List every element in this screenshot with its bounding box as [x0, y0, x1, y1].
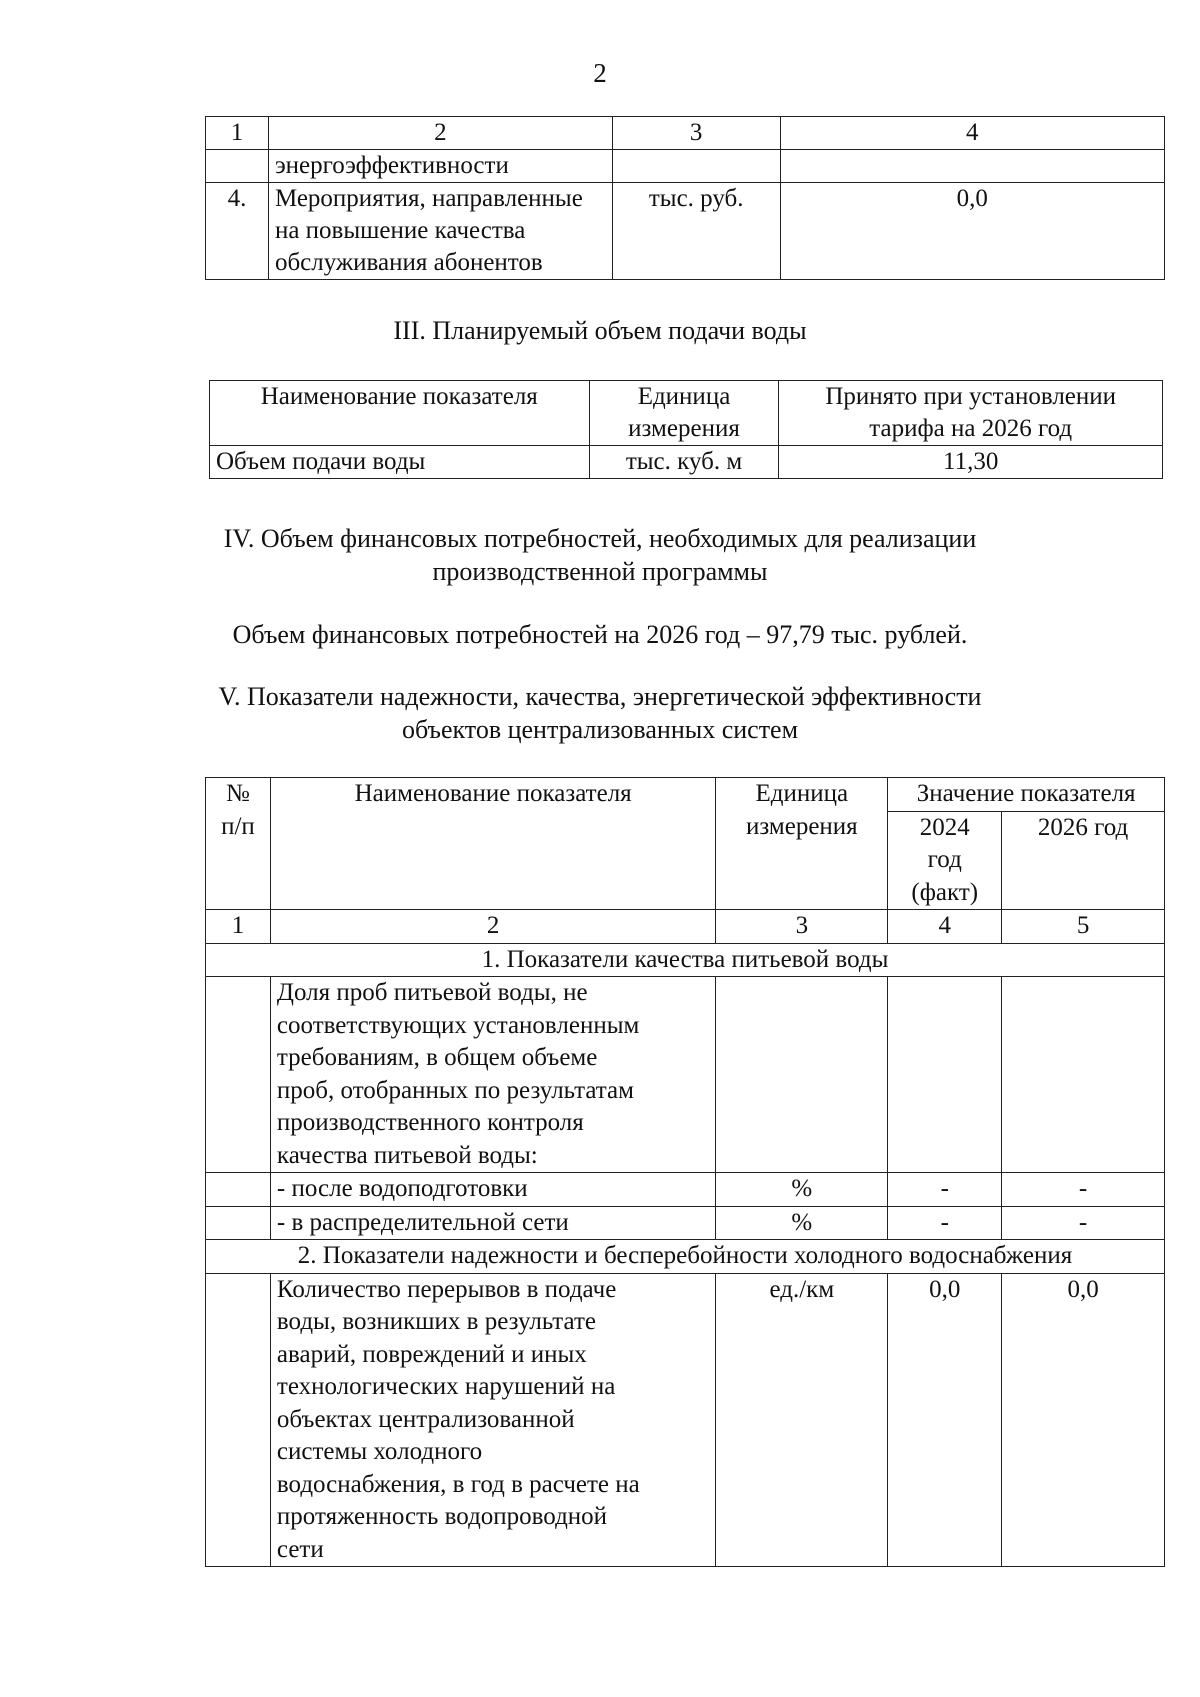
group-title-row: [206, 943, 1165, 977]
measures-table: [205, 116, 1165, 280]
section-4-title: [0, 522, 1200, 588]
row-value-2024: -: [888, 1206, 1002, 1240]
text-line: протяженность водопроводной: [276, 1503, 608, 1530]
water-volume-table: [209, 380, 1163, 479]
text-line: Количество перерывов в подаче: [276, 1275, 617, 1303]
indicators-table: [205, 777, 1165, 1567]
column-number-row: [206, 910, 1165, 944]
row-value-2026: -: [1002, 1206, 1165, 1240]
text-line: воды, возникших в результате: [276, 1308, 596, 1335]
section-3-title: III. Планируемый объем подачи воды: [393, 316, 807, 345]
text-line: V. Показатели надежности, качества, энергетической эффективности: [218, 682, 982, 711]
header-name: Наименование показателя: [210, 381, 590, 446]
table-header-row: [206, 117, 1165, 150]
row-unit: ед./км: [716, 1273, 888, 1567]
row-unit: тыс. руб.: [612, 183, 780, 280]
row-number: [206, 1173, 271, 1207]
col-number: 4: [888, 910, 1002, 944]
text-line: измерения: [746, 812, 858, 840]
group-title: 2. Показатели надежности и бесперебойности холодного водоснабжения: [206, 1240, 1165, 1274]
row-value-2024: 0,0: [888, 1273, 1002, 1567]
header-unit: [716, 778, 888, 910]
text-line: (факт): [911, 878, 979, 906]
header-cell: 1: [206, 117, 269, 150]
header-year-2026: 2026 год: [1002, 811, 1165, 910]
header-cell: 2: [268, 117, 612, 150]
text-line: сети: [276, 1535, 324, 1563]
header-accepted: [779, 381, 1163, 446]
text-line: требованиям, в общем объеме: [276, 1044, 598, 1071]
row-value-2024: -: [888, 1173, 1002, 1207]
row-number: [206, 1273, 271, 1567]
table-row: [206, 150, 1165, 183]
col-number: 1: [206, 910, 271, 944]
section-5-title: [0, 680, 1200, 746]
row-name: [268, 183, 612, 280]
col-number: 5: [1002, 910, 1165, 944]
text-line: проб, отобранных по результатам: [276, 1076, 634, 1104]
row-unit: [612, 150, 780, 183]
row-name: - в распределительной сети: [270, 1206, 715, 1240]
text-line: соответствующих установленным: [276, 1011, 640, 1039]
row-name: энергоэффективности: [268, 150, 612, 183]
row-number: [206, 1206, 271, 1240]
text-line: на повышение качества: [274, 217, 526, 244]
page-number: 2: [593, 58, 607, 88]
text-line: №: [226, 780, 250, 807]
text-line: качества питьевой воды:: [276, 1141, 538, 1169]
text-line: технологических нарушений на: [276, 1373, 616, 1400]
table-row: [210, 446, 1163, 479]
text-line: 2024: [919, 813, 970, 841]
row-unit: тыс. куб. м: [589, 446, 779, 479]
text-line: производственной программы: [432, 557, 768, 586]
row-value-2024: [888, 977, 1002, 1173]
text-line: IV. Объем финансовых потребностей, необходимых для реализации: [223, 524, 977, 553]
row-unit: [716, 977, 888, 1173]
row-value: [780, 150, 1164, 183]
table-row: [206, 1273, 1165, 1567]
table-header-row: [206, 778, 1165, 812]
text-line: п/п: [221, 812, 255, 840]
table-row: [206, 977, 1165, 1173]
row-value: 0,0: [780, 183, 1164, 280]
table-row: [206, 183, 1165, 280]
text-line: водоснабжения, в год в расчете на: [276, 1470, 640, 1498]
row-name: - после водоподготовки: [270, 1173, 715, 1207]
text-line: Единица: [637, 383, 731, 410]
text-line: Единица: [755, 780, 849, 807]
header-num: [206, 778, 271, 910]
financial-statement: Объем финансовых потребностей на 2026 год – 97,79 тыс. рублей.: [232, 620, 968, 649]
row-name: Объем подачи воды: [210, 446, 590, 479]
row-number: [206, 977, 271, 1173]
row-description: [270, 977, 715, 1173]
col-number: 3: [716, 910, 888, 944]
text-line: системы холодного: [276, 1438, 483, 1465]
row-value: 11,30: [779, 446, 1163, 479]
header-value-group: Значение показателя: [888, 778, 1165, 812]
table-row: [206, 1206, 1165, 1240]
text-line: Доля проб питьевой воды, не: [276, 979, 588, 1006]
row-description: [270, 1273, 715, 1567]
text-line: измерения: [628, 415, 740, 442]
group-title-row: [206, 1240, 1165, 1274]
row-value-2026: 0,0: [1002, 1273, 1165, 1567]
table-row: [206, 1173, 1165, 1207]
row-value-2026: -: [1002, 1173, 1165, 1207]
group-title: 1. Показатели качества питьевой воды: [206, 943, 1165, 977]
text-line: объектах централизованной: [276, 1405, 575, 1433]
header-cell: 4: [780, 117, 1164, 150]
text-line: аварий, повреждений и иных: [276, 1340, 587, 1368]
header-name: Наименование показателя: [270, 778, 715, 910]
row-number: [206, 150, 269, 183]
text-line: производственного контроля: [276, 1109, 584, 1136]
header-cell: 3: [612, 117, 780, 150]
text-line: Мероприятия, направленные: [274, 185, 583, 212]
header-year-2024: [888, 811, 1002, 910]
row-unit: %: [716, 1206, 888, 1240]
row-unit: %: [716, 1173, 888, 1207]
text-line: Принято при установлении: [825, 383, 1117, 410]
row-number: 4.: [206, 183, 269, 280]
table-header-row: [210, 381, 1163, 446]
text-line: год: [927, 846, 962, 873]
col-number: 2: [270, 910, 715, 944]
row-value-2026: [1002, 977, 1165, 1173]
text-line: объектов централизованных систем: [401, 715, 799, 744]
header-unit: [589, 381, 779, 446]
text-line: тарифа на 2026 год: [869, 415, 1073, 442]
text-line: обслуживания абонентов: [274, 249, 543, 276]
